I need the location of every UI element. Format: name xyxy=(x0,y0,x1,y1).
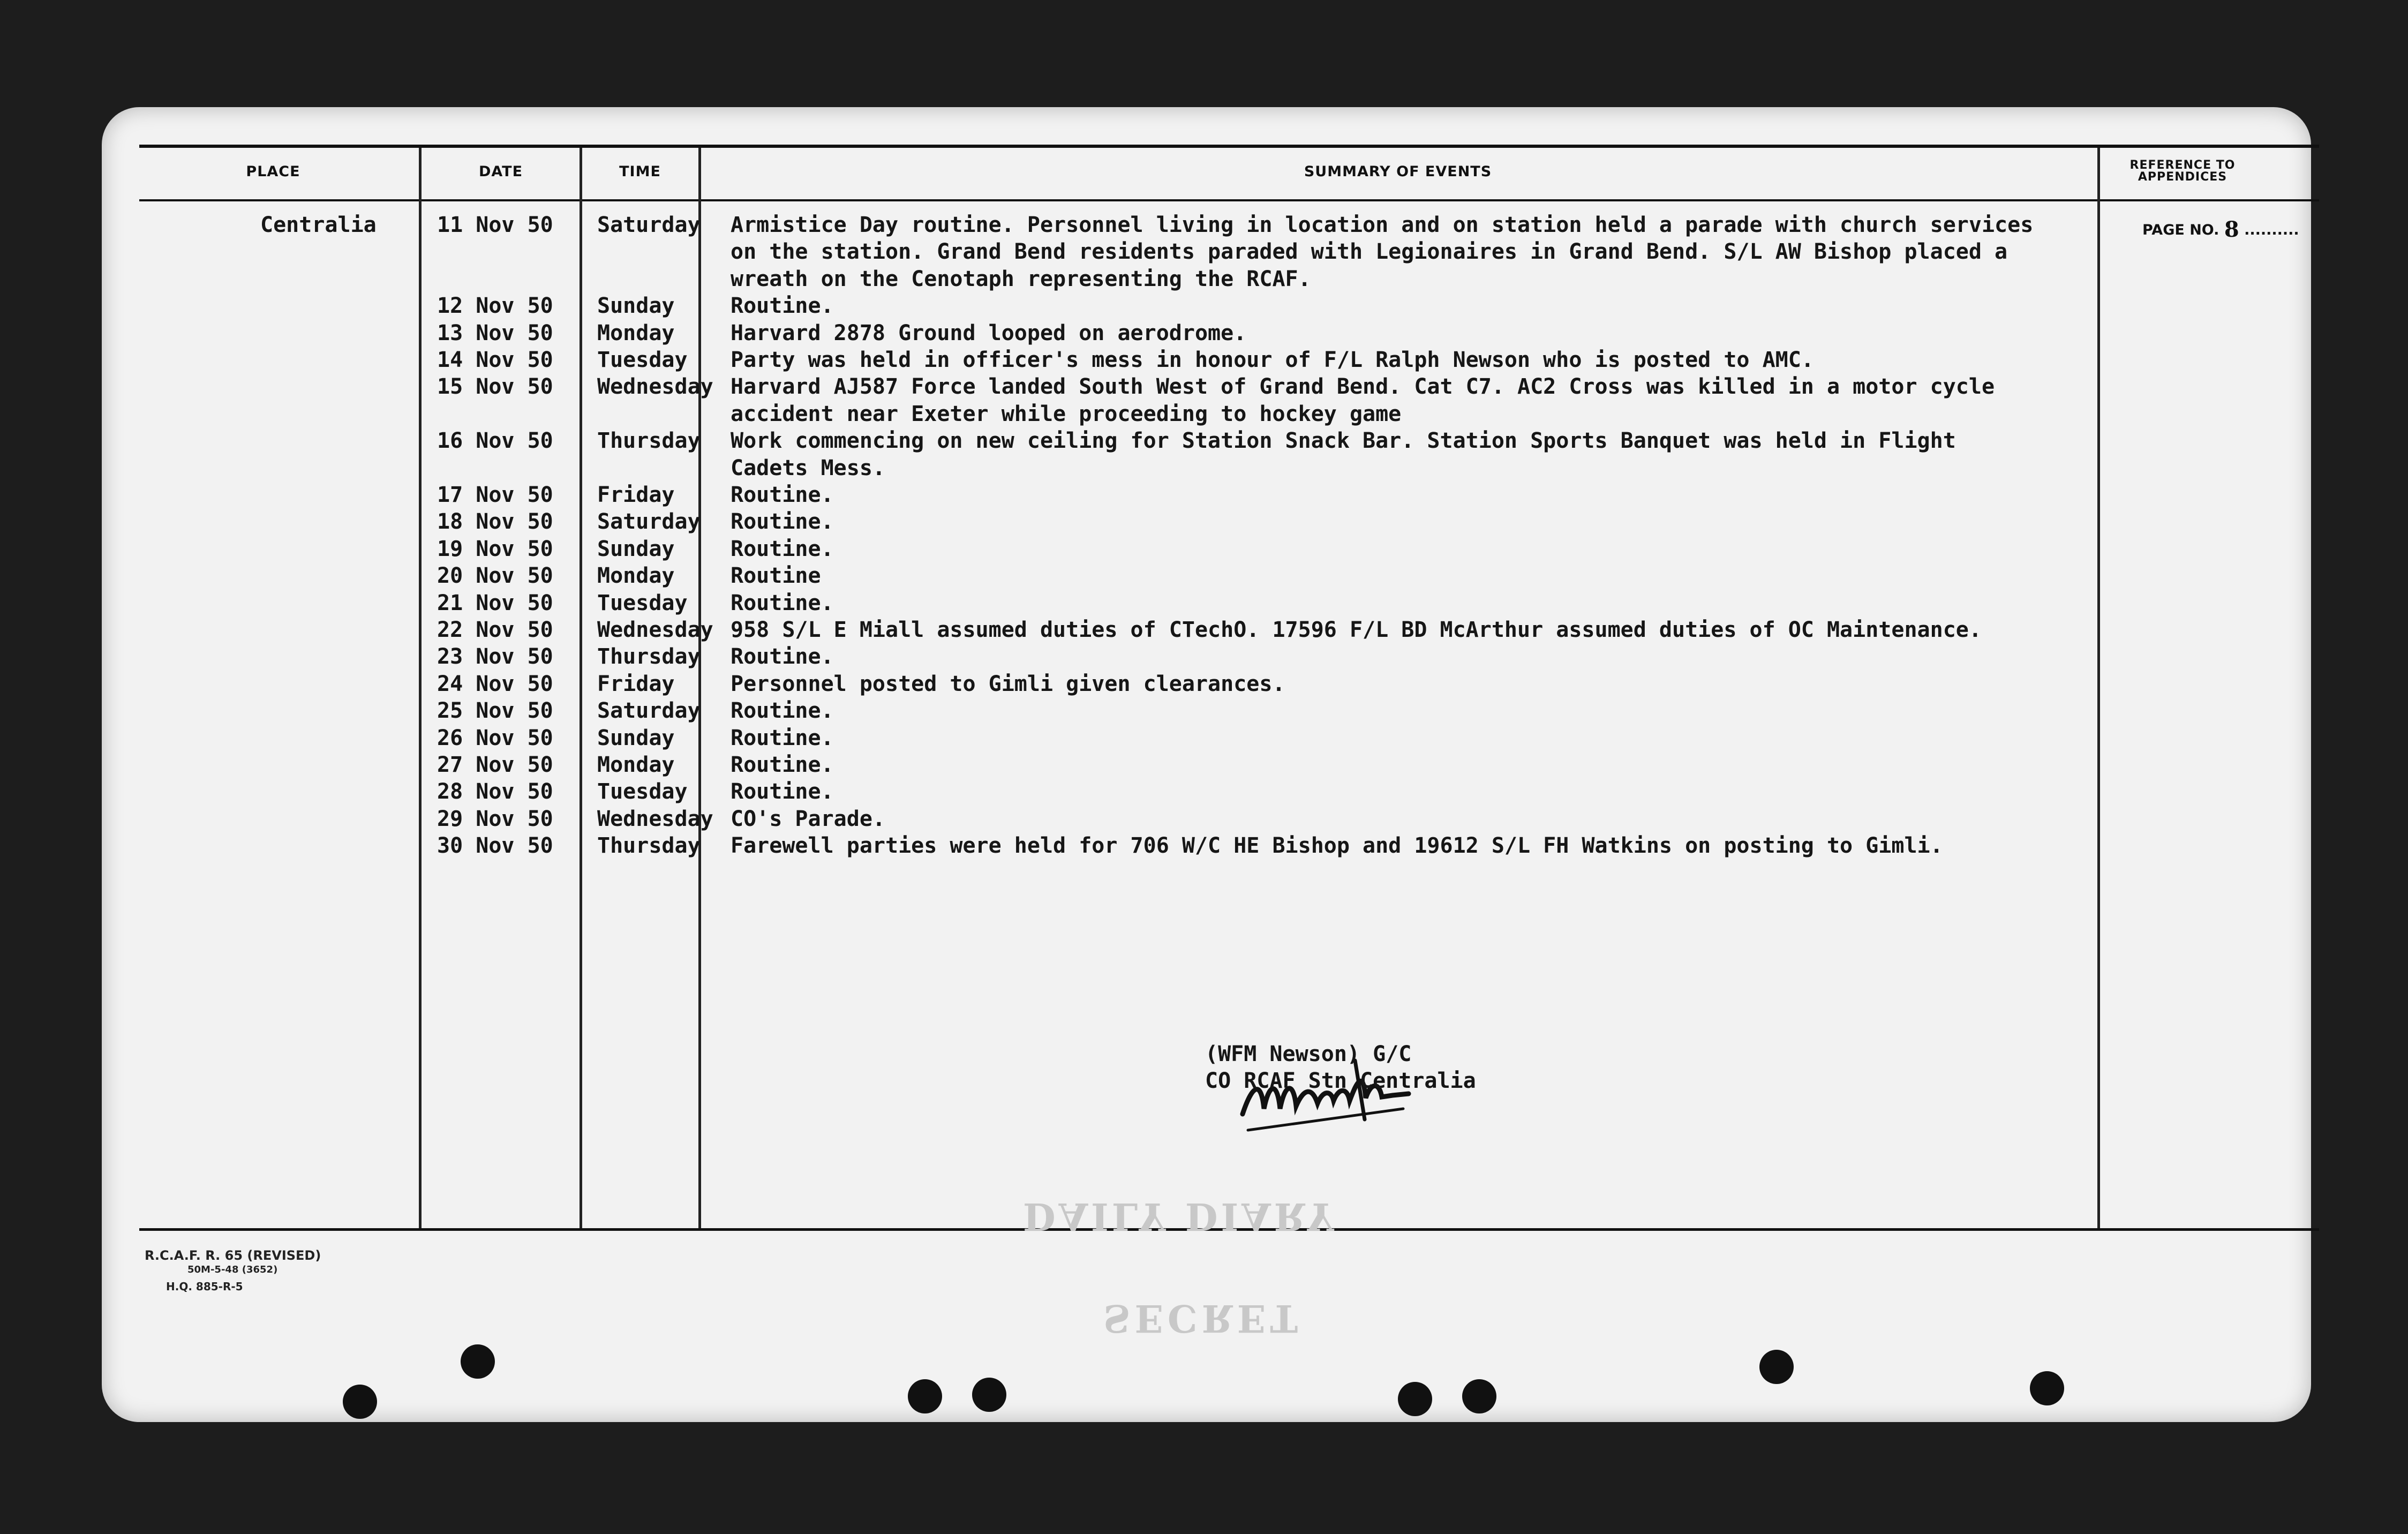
header-place: PLACE xyxy=(246,163,300,180)
form-number: R.C.A.F. R. 65 (REVISED) xyxy=(145,1248,321,1263)
day-cell: Sunday xyxy=(597,725,675,750)
summary-line: Routine. xyxy=(731,536,834,561)
table-row xyxy=(102,373,2311,426)
summary-line: Routine. xyxy=(731,753,834,777)
summary-line: Farewell parties were held for 706 W/C HE Bishop and 19612 S/L FH Watkins on posting to Gimli. xyxy=(731,833,1943,859)
day-cell: Monday xyxy=(597,563,675,589)
summary-line: Routine. xyxy=(731,590,834,615)
table-row xyxy=(102,562,2311,589)
page-number-value: 8 xyxy=(2224,217,2239,242)
day-cell: Thursday xyxy=(597,644,701,670)
table-row xyxy=(102,643,2311,670)
binder-hole xyxy=(972,1378,1006,1412)
date-cell: 22 Nov 50 xyxy=(437,618,553,642)
table-row xyxy=(102,725,2311,751)
day-cell: Friday xyxy=(597,671,675,696)
binder-hole xyxy=(2030,1371,2064,1405)
summary-line: Cadets Mess. xyxy=(731,455,885,480)
table-row xyxy=(102,212,2311,291)
table-row xyxy=(102,292,2311,319)
date-cell: 21 Nov 50 xyxy=(437,590,553,615)
binder-hole xyxy=(1398,1382,1432,1416)
summary-line: on the station. Grand Bend residents paraded with Legionaires in Grand Bend. S/L AW Bishop placed a xyxy=(731,239,2008,265)
summary-line: Harvard 2878 Ground looped on aerodrome. xyxy=(731,320,1247,345)
table-row xyxy=(102,482,2311,508)
summary-line: Work commencing on new ceiling for Station Snack Bar. Station Sports Banquet was held in Flight xyxy=(731,428,1956,454)
page-number: PAGE NO. 8 .......... xyxy=(2142,217,2299,242)
day-cell: Sunday xyxy=(597,536,675,561)
table-row xyxy=(102,671,2311,697)
header-time: TIME xyxy=(619,163,661,180)
place-cell: Centralia xyxy=(260,213,377,237)
date-cell: 29 Nov 50 xyxy=(437,806,553,831)
show-through-secret: SECRET xyxy=(1103,1296,1303,1341)
day-cell: Wednesday xyxy=(597,806,713,831)
table-row xyxy=(102,427,2311,480)
table-row xyxy=(102,508,2311,535)
summary-line: Routine. xyxy=(731,725,834,750)
header-date: DATE xyxy=(478,163,523,180)
table-row xyxy=(102,590,2311,616)
day-cell: Monday xyxy=(597,320,675,345)
summary-line: Routine. xyxy=(731,698,834,724)
summary-line: accident near Exeter while proceeding to hockey game xyxy=(731,401,1402,426)
form-hq-code: H.Q. 885-R-5 xyxy=(166,1280,243,1293)
binder-hole xyxy=(1759,1350,1794,1384)
table-row xyxy=(102,320,2311,347)
table-row xyxy=(102,616,2311,643)
summary-line: Party was held in officer's mess in honour of F/L Ralph Newson who is posted to AMC. xyxy=(731,348,1814,372)
table-row xyxy=(102,347,2311,373)
day-cell: Monday xyxy=(597,753,675,777)
diary-page xyxy=(102,107,2311,1422)
date-cell: 15 Nov 50 xyxy=(437,374,553,400)
date-cell: 17 Nov 50 xyxy=(437,483,553,507)
summary-line: Routine. xyxy=(731,509,834,535)
day-cell: Tuesday xyxy=(597,348,688,372)
table-row xyxy=(102,806,2311,832)
header-reference: REFERENCE TO APPENDICES xyxy=(2129,159,2236,184)
summary-line: Routine. xyxy=(731,294,834,319)
date-cell: 26 Nov 50 xyxy=(437,725,553,750)
signatory-title: CO RCAF Stn Centralia xyxy=(1205,1069,1476,1093)
day-cell: Thursday xyxy=(597,833,701,859)
date-cell: 18 Nov 50 xyxy=(437,509,553,535)
summary-line: wreath on the Cenotaph representing the RCAF. xyxy=(731,266,1311,291)
summary-line: CO's Parade. xyxy=(731,806,885,831)
date-cell: 30 Nov 50 xyxy=(437,833,553,859)
day-cell: Saturday xyxy=(597,509,701,535)
summary-line: Routine xyxy=(731,563,821,589)
summary-line: 958 S/L E Miall assumed duties of CTechO. 17596 F/L BD McArthur assumed duties of OC Maintenance. xyxy=(731,618,1982,642)
table-row xyxy=(102,832,2311,859)
date-cell: 24 Nov 50 xyxy=(437,671,553,696)
date-cell: 25 Nov 50 xyxy=(437,698,553,724)
show-through-daily-diary: DAILY DIARY xyxy=(1023,1194,1337,1239)
date-cell: 12 Nov 50 xyxy=(437,294,553,319)
summary-line: Harvard AJ587 Force landed South West of Grand Bend. Cat C7. AC2 Cross was killed in a motor cycle xyxy=(731,374,1995,400)
binder-hole xyxy=(908,1379,942,1413)
date-cell: 13 Nov 50 xyxy=(437,320,553,345)
date-cell: 27 Nov 50 xyxy=(437,753,553,777)
binder-hole xyxy=(343,1385,377,1419)
table-row xyxy=(102,751,2311,778)
day-cell: Wednesday xyxy=(597,618,713,642)
date-cell: 28 Nov 50 xyxy=(437,779,553,804)
day-cell: Friday xyxy=(597,483,675,507)
table-row xyxy=(102,778,2311,805)
table-row xyxy=(102,536,2311,562)
day-cell: Thursday xyxy=(597,428,701,454)
header-rule xyxy=(139,199,2319,201)
summary-line: Routine. xyxy=(731,644,834,670)
date-cell: 23 Nov 50 xyxy=(437,644,553,670)
date-cell: 16 Nov 50 xyxy=(437,428,553,454)
date-cell: 20 Nov 50 xyxy=(437,563,553,589)
summary-line: Routine. xyxy=(731,483,834,507)
date-cell: 14 Nov 50 xyxy=(437,348,553,372)
table-row xyxy=(102,697,2311,724)
form-print-code: 50M-5-48 (3652) xyxy=(187,1264,278,1275)
date-cell: 11 Nov 50 xyxy=(437,213,553,237)
top-rule xyxy=(139,145,2319,148)
day-cell: Saturday xyxy=(597,698,701,724)
binder-hole xyxy=(1462,1379,1496,1413)
day-cell: Wednesday xyxy=(597,374,713,400)
date-cell: 19 Nov 50 xyxy=(437,536,553,561)
day-cell: Tuesday xyxy=(597,779,688,804)
summary-line: Armistice Day routine. Personnel living in location and on station held a parade with church services xyxy=(731,213,2034,237)
summary-line: Personnel posted to Gimli given clearances. xyxy=(731,671,1285,696)
day-cell: Saturday xyxy=(597,213,701,237)
signatory-name: (WFM Newson) G/C xyxy=(1205,1042,1412,1066)
day-cell: Sunday xyxy=(597,294,675,319)
day-cell: Tuesday xyxy=(597,590,688,615)
summary-line: Routine. xyxy=(731,779,834,804)
header-summary: SUMMARY OF EVENTS xyxy=(1304,163,1492,180)
binder-hole xyxy=(461,1344,495,1379)
